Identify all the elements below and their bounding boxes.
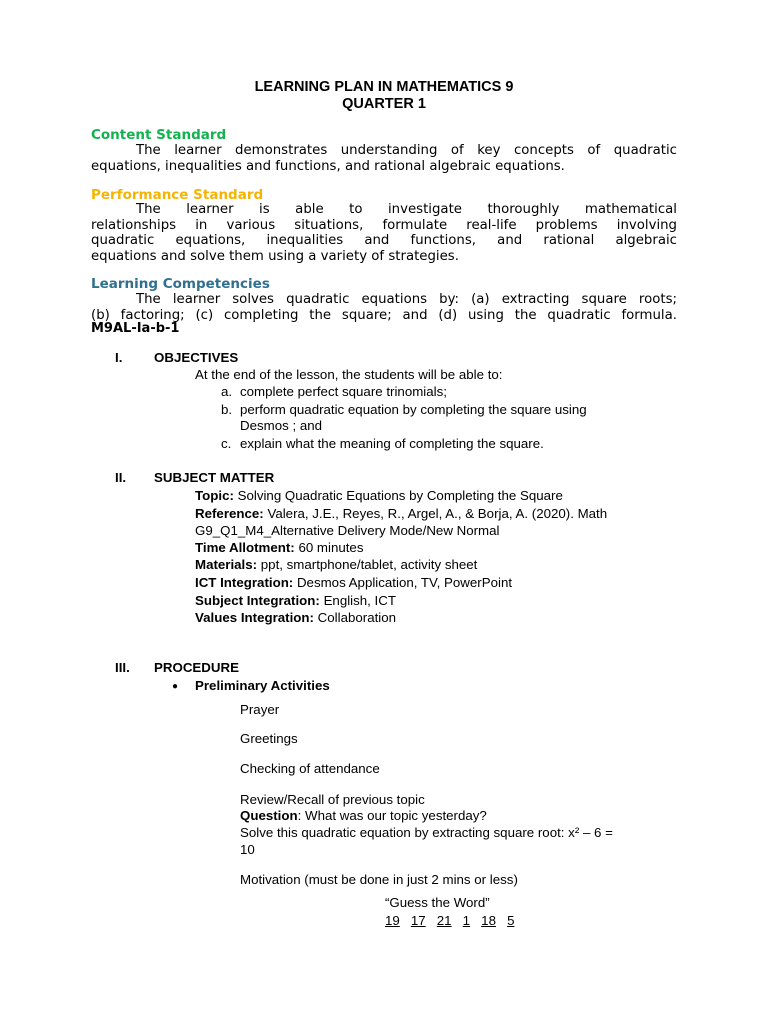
materials-label: Materials:: [195, 557, 258, 572]
question-row: [240, 808, 487, 823]
number-1: 19: [385, 913, 400, 928]
number-5: 18: [481, 913, 496, 928]
materials-value: ppt, smartphone/tablet, activity sheet: [260, 557, 478, 572]
objective-letter-c: c.: [221, 436, 232, 451]
learning-competencies-line-1: The learner solves quadratic equations by: (a) extracting square roots;: [136, 292, 677, 307]
greetings: Greetings: [240, 731, 298, 746]
objective-c: explain what the meaning of completing the square.: [240, 436, 544, 451]
reference-row: [195, 506, 607, 521]
procedure-number: III.: [115, 660, 130, 675]
bullet-icon: ●: [172, 681, 179, 692]
ict-value: Desmos Application, TV, PowerPoint: [296, 575, 513, 590]
subject-integration-row: [195, 593, 396, 608]
objective-a: complete perfect square trinomials;: [240, 384, 447, 399]
values-value: Collaboration: [317, 610, 397, 625]
subject-integration-label: Subject Integration:: [195, 593, 320, 608]
page-title: LEARNING PLAN IN MATHEMATICS 9: [254, 79, 514, 95]
page-subtitle: QUARTER 1: [342, 96, 426, 112]
content-standard-heading: Content Standard: [91, 127, 227, 143]
reference-value-1: Valera, J.E., Reyes, R., Argel, A., & Borja, A. (2020). Math: [267, 506, 608, 521]
number-2: 17: [410, 913, 426, 928]
content-standard-line-2: equations, inequalities and functions, and rational algebraic equations.: [91, 158, 565, 174]
performance-standard-line-1: The learner is able to investigate thoroughly mathematical: [136, 202, 677, 217]
time-row: [195, 540, 363, 555]
number-4: 1: [462, 913, 471, 928]
procedure-heading: PROCEDURE: [154, 660, 239, 675]
values-row: [195, 610, 396, 625]
time-value: 60 minutes: [298, 540, 364, 555]
checking-attendance: Checking of attendance: [240, 761, 380, 776]
guess-the-word-numbers: [385, 913, 514, 928]
objective-b-line-1: perform quadratic equation by completing the square using: [240, 402, 587, 417]
objective-letter-a: a.: [221, 384, 233, 399]
subject-integration-value: English, ICT: [323, 593, 396, 608]
review-recall: Review/Recall of previous topic: [240, 792, 425, 807]
learning-competencies-heading: Learning Competencies: [91, 276, 270, 292]
topic-label: Topic:: [195, 488, 234, 503]
objectives-intro: At the end of the lesson, the students will be able to:: [195, 367, 503, 382]
performance-standard-line-4: equations and solve them using a variety of strategies.: [91, 248, 459, 264]
reference-label: Reference:: [195, 506, 264, 521]
number-6: 5: [507, 913, 515, 928]
topic-row: [195, 488, 563, 503]
reference-value-2: G9_Q1_M4_Alternative Delivery Mode/New Normal: [195, 523, 500, 538]
performance-standard-line-2: relationships in various situations, formulate real-life problems involving: [91, 217, 677, 233]
competency-code: M9AL-Ia-b-1: [91, 321, 180, 336]
time-label: Time Allotment:: [195, 540, 295, 555]
objectives-heading: OBJECTIVES: [154, 350, 239, 365]
guess-the-word-title: “Guess the Word”: [385, 895, 490, 910]
content-standard-line-1: The learner demonstrates understanding of key concepts of quadratic: [136, 143, 677, 158]
ict-label: ICT Integration:: [195, 575, 294, 590]
learning-competencies-text: [91, 292, 677, 323]
solve-line-2: 10: [240, 842, 255, 857]
performance-standard-heading: Performance Standard: [91, 187, 264, 203]
question-text: : What was our topic yesterday?: [297, 808, 487, 823]
ict-row: [195, 575, 512, 590]
performance-standard-line-3: quadratic equations, inequalities and functions, and rational algebraic: [91, 233, 677, 248]
preliminary-activities: Preliminary Activities: [195, 678, 330, 693]
solve-line-1: Solve this quadratic equation by extracting square root: x² – 6 =: [240, 825, 613, 840]
subject-matter-number: II.: [115, 470, 127, 485]
topic-value: Solving Quadratic Equations by Completing the Square: [237, 488, 563, 503]
subject-matter-heading: SUBJECT MATTER: [154, 470, 275, 485]
learning-competencies-line-2: (b) factoring; (c) completing the square; and (d) using the quadratic formula.: [91, 307, 677, 323]
materials-row: [195, 557, 477, 572]
number-3: 21: [436, 913, 452, 928]
question-label: Question: [240, 808, 298, 823]
values-label: Values Integration:: [195, 610, 314, 625]
objectives-number: I.: [115, 350, 123, 365]
objective-b-line-2: Desmos ; and: [240, 418, 323, 433]
performance-standard-text: [91, 202, 677, 264]
content-standard-text: [91, 143, 677, 174]
objective-letter-b: b.: [221, 402, 233, 417]
motivation: Motivation (must be done in just 2 mins or less): [240, 872, 518, 887]
prayer: Prayer: [240, 702, 280, 717]
